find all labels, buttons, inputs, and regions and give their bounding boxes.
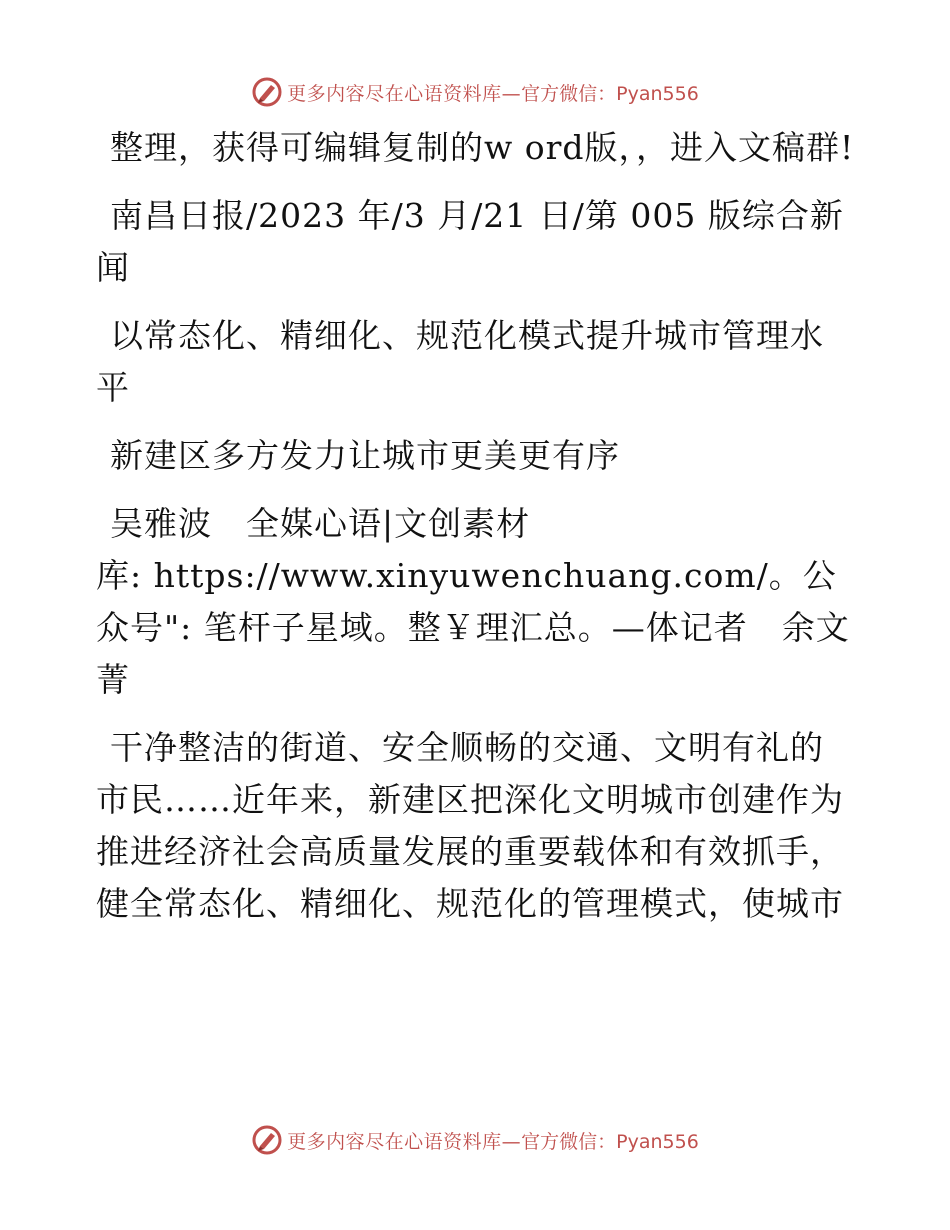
article-body (96, 122, 856, 946)
byline-continued: 库: https://www.xinyuwenchuang.com/。公众号": 笔杆子星域。整￥理汇总。—体记者 余文菁 (96, 556, 850, 699)
footer-banner-wechat: 官方微信：Pyan556 (521, 1130, 699, 1153)
header-banner (0, 72, 950, 112)
headline-main: 新建区多方发力让城市更美更有序 (110, 436, 620, 475)
footer-banner-text: 更多内容尽在心语资料库— (287, 1130, 522, 1153)
pen-logo-icon (251, 76, 283, 108)
header-banner-wechat: 官方微信：Pyan556 (521, 82, 699, 105)
headline-kicker: 以常态化、精细化、规范化模式提升城市管理水平 (96, 316, 824, 407)
intro-paragraph: 整理，获得可编辑复制的w ord版，，进入文稿群! (110, 128, 855, 167)
byline: 吴雅波 全媒心语|文创素材 (110, 504, 531, 543)
source-line: 南昌日报/2023 年/3 月/21 日/第 005 版综合新闻 (96, 196, 844, 287)
pen-logo-icon (251, 1124, 283, 1156)
header-banner-text: 更多内容尽在心语资料库— (287, 82, 522, 105)
footer-banner (0, 1120, 950, 1160)
body-paragraph: 干净整洁的街道、安全顺畅的交通、文明有礼的市民……近年来，新建区把深化文明城市创建作为推进经济社会高质量发展的重要载体和有效抓手，健全常态化、精细化、规范化的管理模式，使城市 (96, 728, 844, 923)
